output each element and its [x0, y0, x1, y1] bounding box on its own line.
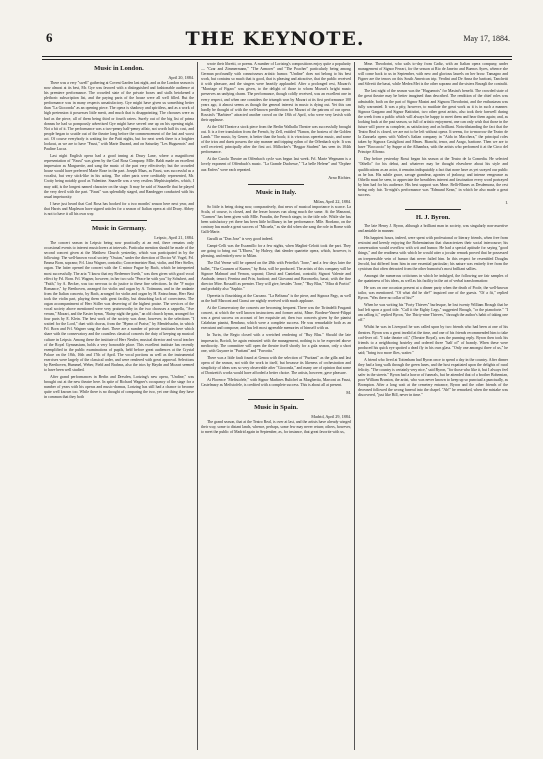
- article-paragraph: The grand season, that at the Teatro Real, is over at last, and the artists have already winged their way, some to distant lands, whence, perhaps, some few may never return; others, however, to meet the public of Madrid again in September, as, for instance, that great favorite with us,: [201, 420, 351, 435]
- article-paragraph: A friend who lived at Tottenham had Byron once to spend a day in the country. After dinner they had a long walk through the green lanes, and the host expatiated upon the delights of rural felicity. "The country is certainly very nice," said Byron, "for those who like it, but I always feel safer in the streets." Byron had a horror of funerals, but he attended that of a brother Bohemian, poor William Brunton, the artist, who was never known to keep up so punctual a punctually, as Brompton. After a long wait at the cemetery entrance, Byron and the other friends of the deceased followed the wrong funeral into the chapel. "Ah!" he remarked, when the mistake was discovered, "just like Bill, never in time.": [358, 357, 508, 398]
- masthead-title: THE KEYNOTE.: [185, 28, 365, 50]
- article-paragraph: Day before yesterday Rossi began his season at the Teatro de la Comedia. He selected "Othello" for his debut, and whatever may be thought elsewhere about his style and qualifications as an actor, it remains indisputably a fact that none have as yet swayed our public as he has. His subtle grace, savage grandeur, agonies of jealousy, and intense vengeance as Othello must be seen, to appreciate the breathless interest and fascination every word portrayed by him had for his audience. His best support was Mme. Belli-Blanes as Desdemona, the rest being only fair. To-night's performance was "Edmund Kean," in which he also made a great success.: [358, 157, 508, 197]
- article-paragraph: At the Carola Theatre an Offenbach cycle was begun last week. Frl. Marie Wegmann is a lovely exponent of Offenbach's music. "La Grande Duchesse," "La belle Helene" and "Orphee aux Enfers" were each repeated.: [201, 157, 351, 172]
- article-paragraph: The late Henry J. Byron, although a brilliant man in society, was singularly non-assertive and amiable in manner.: [358, 224, 508, 234]
- column-divider: [197, 62, 198, 750]
- article-paragraph: Last night English opera had a good inning at Drury Lane, where a magnificent representation of "Faust" was given by the Carl Rosa Company. Mlle. Baldi made an excellent impression as Marguerite, and sang the music of the part very effectively; but the crowded house would have preferred Marie Roze in the part. Joseph Maas, as Faust, was successful as a vocalist, but very stick-like in his acting. The other parts were creditably represented, Mr. Crotty being notably good as Valentine. Snazelle was a very restless Mephistopheles, which, I may add, is the longest named character on the stage. It may be said of Snazelle that he played the very devil with the part. "Faust" was splendidly staged, and Randegger conducted with his usual impetuosity.: [44, 154, 194, 199]
- section-divider: [405, 209, 461, 210]
- column-2: [201, 62, 351, 750]
- article-paragraph: The Dal Verme will be opened on the 28th with Petrella's "Jone," and a few days later the ballet, "The Counsen of Kurner," by Rota, will be produced. The artists of this company will be Signore Mahnarf and Vernon, soprani; Chesti and Cantelani, contralti; Signori Valente and Andrade, tenori; Fernina and Prin, baritoni; and Giovanni and Boroncelio, bassi; with the fine director Mtre. Rossaffi as premier. They will give, besides "Jone," "Ruy Blas," "Mira di Portici" and probably also "Saphio.": [201, 261, 351, 291]
- article-dateline: Milan, April 22, 1884.: [313, 198, 351, 204]
- section-divider: [248, 399, 304, 400]
- article-paragraph: In Turin, the Regio closed with a wretched rendering of "Ruy Blas." Should the late impresario, Borioli, be again entrusted with the management, nothing is to be expected above mediocrity. The committee will open the theatre itself shortly for a gala season, only a short one, with Guyarre in "Puritani" and "Favorita.": [201, 333, 351, 353]
- column-3: [358, 62, 508, 750]
- article-paragraph: Mme. Theodorini, who sails to-day from Cadiz, with an Italian opera company, under management of Signor Ferrari, for the season at Rio de Janeiro and Buenos Ayres, whence she will come back to us in September, with new and glorious laurels on her brow. Tamagno and Figner are the tenors on this South American trip. Verdini and De Anna the baritoni, Tanchetti and Silvetti the bassi, while Medea Mei is the other soprano and the sisters Bavagli the contralti.: [358, 62, 508, 87]
- article-paragraph: Operetta is flourishing at the Carcano. "La Belisma" is the piece, and Signora Pagy, as well as the buff Marconi and Grassi are nightly received with much applause.: [201, 293, 351, 303]
- article-paragraph: I have just heard that Carl Rosa has booked for a two months' season here next year, and that Harris and Mapleson have signed articles for a season of Italian opera at old Drury. Abbey is not to have it all his own way.: [44, 201, 194, 216]
- article-signature: Arno Richter.: [328, 174, 351, 180]
- article-headline: Music in Italy.: [255, 188, 297, 196]
- article-paragraph: Garulli as "Don Jose" is very good indeed.: [207, 237, 274, 242]
- article-paragraph: At Florence "Mefistofele," with Signor Marlines Bulichel as Margherita, Marconi as Faust, Castelmary as Mefistofele, is credited with a complete success. This is about all at present.: [201, 378, 351, 388]
- article-paragraph: His happiest hours, indeed, were spent with professional or literary friends, when free from restraint and keenly enjoying the Bohemianism that characterizes their social intercourse; his conversation would overflow with wit and humor. He had a special aptitude for saying "good things," and the readiness with which he would utter a jocular remark proved that he possessed an irrepressible vein of humor that never failed him. In this respect he resembled Douglas Jerrold, but differed from him in one essential particular; his nature was entirely free from the cynicism that often detracted from the other humorist's most brilliant sallies.: [358, 236, 508, 271]
- article-signature: M.: [346, 390, 351, 396]
- section-divider: [91, 220, 147, 221]
- article-dateline: Leipsic, April 21, 1884.: [154, 235, 194, 241]
- section-divider: [248, 184, 304, 185]
- article-paragraph: At the Conservatory the concerts are becoming frequent. There was the Tiriindelli Fruganti concert, at which the well known instructress and former artist, Mme. Bordese-Vaneri-Filippi was a great success on account of her exquisite art; then two concerts given by the pianist Calabrian pianist, Rendano, which were a complete success. He was remarkable both as an executant and composer, and has left most agreeable memories of himself with us.: [201, 306, 351, 331]
- article-headline: Music in London.: [94, 65, 144, 72]
- header-rule: [42, 56, 512, 57]
- article-paragraph: The concert season in Leipsic being now practically at an end, there remains only occasional events to interest musiclovers at intervals. Particular mention should be made of the second concert given at the Matthew Church yesterday, which was participated in by the following: The well-known vocal society "Ossian," under the direction of Doctor W. Vogel, Frl. Emma Born, soprano; Frl. Lina Wagner, contralto; Concertmeister Bast, violin, and Herr Steller, organ. The latter opened the concert with the C minor Fugue by Bach, which he interpreted most successfully. The aria "I know that my Redeemer liveth," was then given with good vocal effect by Frl. Born. Frl. Wagner, however, in her two solo "Peace be with you" by Schubert, and "Faith," by A. Becker, was too nervous to do justice to these fine selections. In the "F major Romance," by Beethoven, arranged for violin and organ by A. Tottmann, and in the andante from the Italian concerto, by Bach, arranged for violin and organ by H. Entzschmar, Herr Bast took the violin part, playing them with great facility, but disturbing lack of correctness. The organ accompaniment of Herr Stiller was deserving of the highest praise. The services of the vocal society above mentioned were very praiseworthy in the two choruses a cappella, "Ave verum," Mozart, and the Easter hymn, "Rainy night the gain," an old church hymn, arranged for four parts by E. Klein. The best work of the society was done, however, in the selections "I waited for the Lord," duet with chorus, from the "Hymn of Praise," by Mendelssohn, in which Frl. Born and Frl. Wagner sang the duet. There are a number of private institutes here which share with the conservatory and the countless classical concerts the duty of keeping up musical culture in Leipsic. Among these the institute of Herr Nestler, musical director and vocal teacher of the Royal Gymnasium, holds a very honorable place. This excellent institute has recently exemplified in the public examinations of pupils, held before great audiences at the Crystal Palace on the 18th, 16th and 17th of April. The vocal portions as well as the instrumental exercises were largely of the classical order, and were rendered with great approval. Selections by Beethoven, Hummel, Weber, Field and Brahms, also the trios by Haydn and Mozart seemed to have been well studied.: [44, 241, 194, 372]
- article-signature: I.: [505, 200, 508, 206]
- article-paragraph: The last night of the season was the "Huguenots" for Masini's benefit. The crowded state of the great theatre may be better imagined than described. The rendition of the chief roles was admirable, both on the part of Signor Masini and Signora Theodorini, and the enthusiasm was fully warranted. It was a pity, however, to mutilate the great work as it is in such a manner. Signora Gargano and Signor Battistini, two other great artists, also took their farewell during the week from a public which will always be happy to meet them and hear them again; and, as looking back at the past season, so full of artistic enjoyment, one can only wish that those in the future will prove as complete, as satisfactory and as brilliant. Notwithstanding the fact that the Teatro Real is closed, we are not to be left without opera. It seems, for to-morrow the Teatro de la Zarzuela opens with Valleri's Italian company in "Aida in Macchera," the principal roles taken by Signora Castiglioni and Mmes. Bianchi, tenor, and Arago, baritone. Then we are to have "Boccaccio" by Suppe at the Alhambra, with the artists who performed it at the Circo del Principe Alfonso.: [358, 89, 508, 155]
- column-1: [44, 62, 194, 750]
- page-number: 6: [46, 30, 53, 45]
- article-paragraph: Amongst the numerous criticisms in which he indulged, the following are fair samples of the quaintness of his ideas, as well as his facility in the art of verbal transformation:: [358, 273, 508, 283]
- article-paragraph: wrote their libretti, or poems. A number of Lortzing's compositions enjoy quite a popularity — "Czar and Zimmermann," "The Armorer" and "The Poacher" particularly being among German profoundly with connoisseurs artistic humor. "Undine" does not belong to his best work, but contains so much that is good, that is pleasing and attractive, that the public received it with pleasure, and the singers were heartily applauded. After a prolonged rest, Mozart's "Marriage of Figaro" was given, to the delight of those to whom Mozart's bright music preserves an undying charm. The performance, though coldly received, was an excellent one in every respect, and when one considers the triumph won by Mozart at its first performance 100 years ago, it almost seems as though the general interest in music is dying out. Yet this can hardly be thought of with the well-known predilection for Mozart of the patrons of our opera. Rossini's "Barbiere" attracted another crowd on the 18th of April, who were very lavish with their applause.: [201, 62, 351, 122]
- article-paragraph: There was a little fault found at Genoa with the selection of "Puritani" as the gilla and last opera of the season, not with the work in itself, but because its likeness of orchestration and simplicity of ideas was so very observable after "Gioconda," and many are of opinion that some of Donizetti's works would have afforded a better choice. The artists, however, gave pleasure.: [201, 355, 351, 375]
- article-headline: Music in Germany.: [91, 225, 147, 233]
- article-paragraph: At the Old Theatre a stock piece from the Berlin Walhalla Theatre was successfully brought out. It is a free translation from the French, by Zell, entitled "Nanon, the hostess of the Golden Lamb." The music, by Genee, is better than the book; it is vivacious operetta music, and some of the trios and duets possess the airy manner and tripping rythm of the Offenbach style. It was well received, principally after the first act. Millocker's "Beggar Student" has seen its 104th performance.: [201, 124, 351, 155]
- issue-date: May 17, 1884.: [463, 34, 510, 43]
- article-paragraph: He was on one occasion present at a dinner party when the death of Poole, the well-known tailor, was mentioned. "Of what did he die?" inquired one of the guests. "Of a fit," replied Byron. "Was there no collar of his?": [358, 285, 508, 301]
- article-paragraph: There was a very "swell" gathering at Covent Garden last night, and as the London season is now almost at its best, Mr. Gye was favored with a distinguished and fashionable audience at his premiere performance. The crowded state of the private boxes and stalls betokened a plethoric subscription list, and the paying parts of the house were all well filled. But the performance was in many respects unsatisfactory. Gye might have given us something better than "La Gioconda" as an opening piece. The opera is shadowy and spiritless, and as a work of high pretension it possesses little merit, and much that is disappointing. The choruses were as bad as the piece, all of them being third or fourth raters. Surely out of the big list of prima donnas he had so pompously advertised Gye might have served one up on his opening night. Not a bit of it. The performance was a two-penny half-penny affair, not worth half its cost, and people began to scuttle out of the theatre long before the commencement of the last and worst act. Of course everybody is waiting for the Patti nights, but for next week there is a brighter lookout, as we are to have "Faust," with Marie Durand, and on Saturday "Les Huguenots" and Pauline Lucca.: [44, 81, 194, 152]
- article-paragraph: After grand performances in Berlin and Dresden, Lortzing's new opera, "Undine," was brought out at the new theatre here. In spite of Richard Wagner's occupancy of the stage for a number of years with his operas and music-dramas, Lortzing has still had a chance to become quite well known too. While there is no thought of comparing the two, yet one thing they have in common that they both: [44, 375, 194, 400]
- article-dateline: April 20, 1884.: [168, 75, 194, 80]
- article-paragraph: So little is being doing now, comparatively, that news of musical importance is scarce. La Scala, of course, is closed, and the lesser houses run along much the same. At the Manzoni, "Carmen" has been given with Mlle. Fraudin, the French singer, in the title role. While she has been satisfactory yet there has been little brilliancy in her performance. Mlle. Bordano, on the contrary has made a great success of "Micaela," as she did when she sang the role in Rome with Galli-Marie.: [201, 204, 351, 235]
- header-rule-thin: [42, 59, 512, 60]
- article-headline: H. J. Byron.: [415, 214, 451, 222]
- article-headline: Music in Spain.: [254, 404, 298, 412]
- article-paragraph: Campi-Celli was the Escamillo for a few nights, when Maglini-Celotti took the part. They are going to bring out "L'Ebrea," by Halevy, that slender quartette opera, which, however, is pleasing, and entirely new to Milan.: [201, 244, 351, 259]
- article-paragraph: When he was writing his "Forty Thieves" burlesque, he lost twenty William Brough that he had left upon a good title. "Call it the Eighty Legs," suggested Brough, "or the pianoforte." "I am calling it," replied Byron, "the Thirty-nine Thieves," through the author's habit of taking one off.": [358, 303, 508, 323]
- article-dateline: Madrid, April 29, 1884.: [311, 414, 351, 420]
- article-paragraph: Whilst he was in Liverpool he was called upon by two friends who had been at one of his theatres. Byron was a great invalid at the time, and one of his friends recommended him to take cod-liver oil. "I take theatre oil," (Theatre Royal), was the punning reply. Byron then took his friends to a neighboring hostelry and ordered three "half of" of brandy. When these were produced his quick eye spotted a dead fly in his own glass. "Only one amongst three of us," he said; "bring two more flies, waiter.": [358, 325, 508, 355]
- column-divider: [354, 62, 355, 750]
- page-header: [40, 28, 510, 54]
